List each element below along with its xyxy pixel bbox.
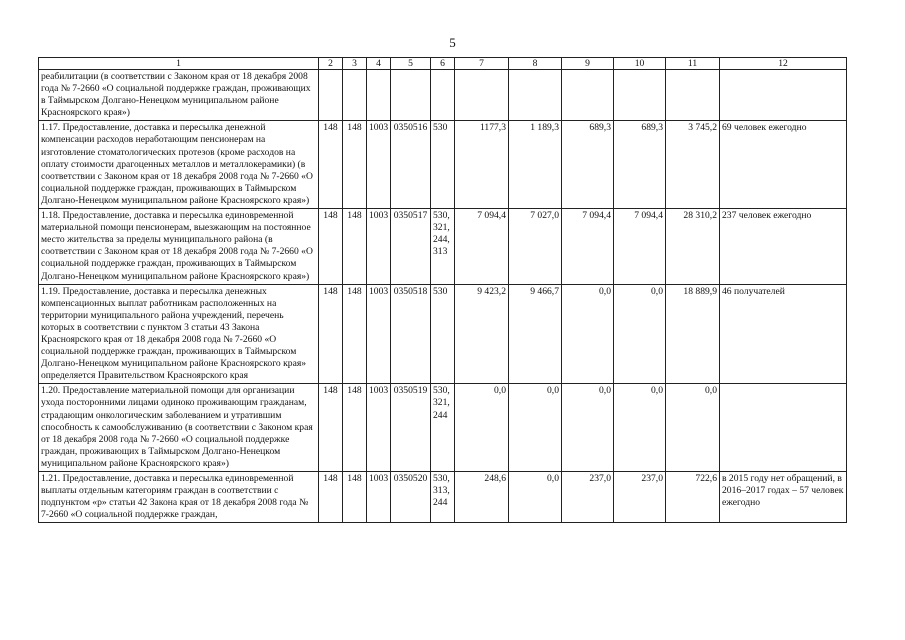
cell-col5 (391, 70, 431, 121)
cell-col4: 1003 (367, 284, 391, 384)
cell-col11: 722,6 (666, 472, 720, 523)
cell-col7 (455, 70, 509, 121)
cell-col9: 7 094,4 (562, 209, 614, 285)
cell-col8: 0,0 (509, 384, 562, 472)
cell-col2 (319, 70, 343, 121)
column-header: 12 (720, 58, 847, 70)
cell-col3 (343, 70, 367, 121)
cell-col6: 530, 313, 244 (431, 472, 455, 523)
cell-col11: 18 889,9 (666, 284, 720, 384)
table-row (39, 472, 847, 523)
column-header: 9 (562, 58, 614, 70)
cell-col10: 689,3 (614, 121, 666, 209)
cell-col11 (666, 70, 720, 121)
column-header: 6 (431, 58, 455, 70)
cell-col12 (720, 384, 847, 472)
table-row (39, 284, 847, 384)
column-header: 8 (509, 58, 562, 70)
page-number: 5 (449, 35, 456, 50)
cell-col10: 237,0 (614, 472, 666, 523)
table-row (39, 70, 847, 121)
cell-col4 (367, 70, 391, 121)
column-header: 10 (614, 58, 666, 70)
cell-col5: 0350517 (391, 209, 431, 285)
cell-col10: 7 094,4 (614, 209, 666, 285)
table-row (39, 384, 847, 472)
cell-col2: 148 (319, 209, 343, 285)
cell-col12: 237 человек ежегодно (720, 209, 847, 285)
column-header: 2 (319, 58, 343, 70)
cell-col7: 1177,3 (455, 121, 509, 209)
measure-description: 1.21. Предоставление, доставка и пересылка единовременной выплаты отдельным категориям граждан в соответствии с подпунктом «р» статьи 42 Закона края от 18 декабря 2008 года № 7-2660 «О социальной поддержке граждан, (39, 472, 319, 523)
column-header: 11 (666, 58, 720, 70)
cell-col9: 0,0 (562, 284, 614, 384)
column-header: 5 (391, 58, 431, 70)
cell-col3: 148 (343, 384, 367, 472)
cell-col2: 148 (319, 284, 343, 384)
cell-col7: 7 094,4 (455, 209, 509, 285)
cell-col6: 530 (431, 284, 455, 384)
cell-col3: 148 (343, 209, 367, 285)
measure-description: 1.18. Предоставление, доставка и пересылка единовременной материальной помощи пенсионерам, выезжающим на постоянное место жительства за пределы муниципального района (в соответствии с Законом края от 18 декабря 2008 года № 7-2660 «О социальной поддержке граждан, проживающих в Таймырском Долгано-Ненецком муниципальном районе Красноярского края») (39, 209, 319, 285)
cell-col3: 148 (343, 121, 367, 209)
cell-col5: 0350516 (391, 121, 431, 209)
cell-col7: 248,6 (455, 472, 509, 523)
cell-col9 (562, 70, 614, 121)
cell-col8 (509, 70, 562, 121)
cell-col12 (720, 70, 847, 121)
measure-description: 1.20. Предоставление материальной помощи для организации ухода посторонними лицами одиноко проживающим гражданам, страдающим онкологическим заболеванием и утратившим способность к самообслуживанию (в соответствии с Законом края от 18 декабря 2008 года № 7-2660 «О социальной поддержке граждан, проживающих в Таймырском Долгано-Ненецком муниципальном районе Красноярского края») (39, 384, 319, 472)
measure-description: реабилитации (в соответствии с Законом края от 18 декабря 2008 года № 7-2660 «О социальной поддержке граждан, проживающих в Таймырском Долгано-Ненецком муниципальном районе Красноярского края») (39, 70, 319, 121)
cell-col6: 530, 321, 244, 313 (431, 209, 455, 285)
budget-measures-table (38, 57, 847, 523)
cell-col2: 148 (319, 472, 343, 523)
cell-col9: 0,0 (562, 384, 614, 472)
cell-col11: 0,0 (666, 384, 720, 472)
cell-col9: 689,3 (562, 121, 614, 209)
cell-col12: 69 человек ежегодно (720, 121, 847, 209)
cell-col2: 148 (319, 121, 343, 209)
table-row (39, 121, 847, 209)
cell-col5: 0350520 (391, 472, 431, 523)
column-header: 3 (343, 58, 367, 70)
cell-col6: 530, 321, 244 (431, 384, 455, 472)
cell-col10 (614, 70, 666, 121)
cell-col8: 7 027,0 (509, 209, 562, 285)
table-header-row (39, 58, 847, 70)
cell-col8: 1 189,3 (509, 121, 562, 209)
column-header: 7 (455, 58, 509, 70)
cell-col12: 46 получателей (720, 284, 847, 384)
cell-col4: 1003 (367, 384, 391, 472)
cell-col9: 237,0 (562, 472, 614, 523)
cell-col8: 0,0 (509, 472, 562, 523)
cell-col7: 0,0 (455, 384, 509, 472)
cell-col7: 9 423,2 (455, 284, 509, 384)
column-header: 1 (39, 58, 319, 70)
cell-col12: в 2015 году нет обращений, в 2016–2017 годах – 57 человек ежегодно (720, 472, 847, 523)
cell-col11: 28 310,2 (666, 209, 720, 285)
column-header: 4 (367, 58, 391, 70)
cell-col6: 530 (431, 121, 455, 209)
measure-description: 1.19. Предоставление, доставка и пересылка денежных компенсационных выплат работникам расположенных на территории муниципального района учреждений, перечень которых в соответствии с пунктом 3 статьи 43 Закона Красноярского края от 18 декабря 2008 года № 7-2660 «О социальной поддержке граждан, проживающих в Таймырском Долгано-Ненецком муниципальном районе Красноярского края» определяется Правительством Красноярского края (39, 284, 319, 384)
cell-col4: 1003 (367, 209, 391, 285)
cell-col5: 0350518 (391, 284, 431, 384)
cell-col11: 3 745,2 (666, 121, 720, 209)
cell-col10: 0,0 (614, 384, 666, 472)
cell-col2: 148 (319, 384, 343, 472)
cell-col4: 1003 (367, 472, 391, 523)
cell-col3: 148 (343, 284, 367, 384)
measure-description: 1.17. Предоставление, доставка и пересылка денежной компенсации расходов неработающим пенсионерам на изготовление стоматологических протезов (кроме расходов на оплату стоимости драгоценных металлов и металлокерамики) (в соответствии с Законом края от 18 декабря 2008 года № 7-2660 «О социальной поддержке граждан, проживающих в Таймырском Долгано-Ненецком муниципальном районе Красноярского края») (39, 121, 319, 209)
cell-col6 (431, 70, 455, 121)
cell-col8: 9 466,7 (509, 284, 562, 384)
cell-col10: 0,0 (614, 284, 666, 384)
cell-col5: 0350519 (391, 384, 431, 472)
table-row (39, 209, 847, 285)
cell-col4: 1003 (367, 121, 391, 209)
cell-col3: 148 (343, 472, 367, 523)
